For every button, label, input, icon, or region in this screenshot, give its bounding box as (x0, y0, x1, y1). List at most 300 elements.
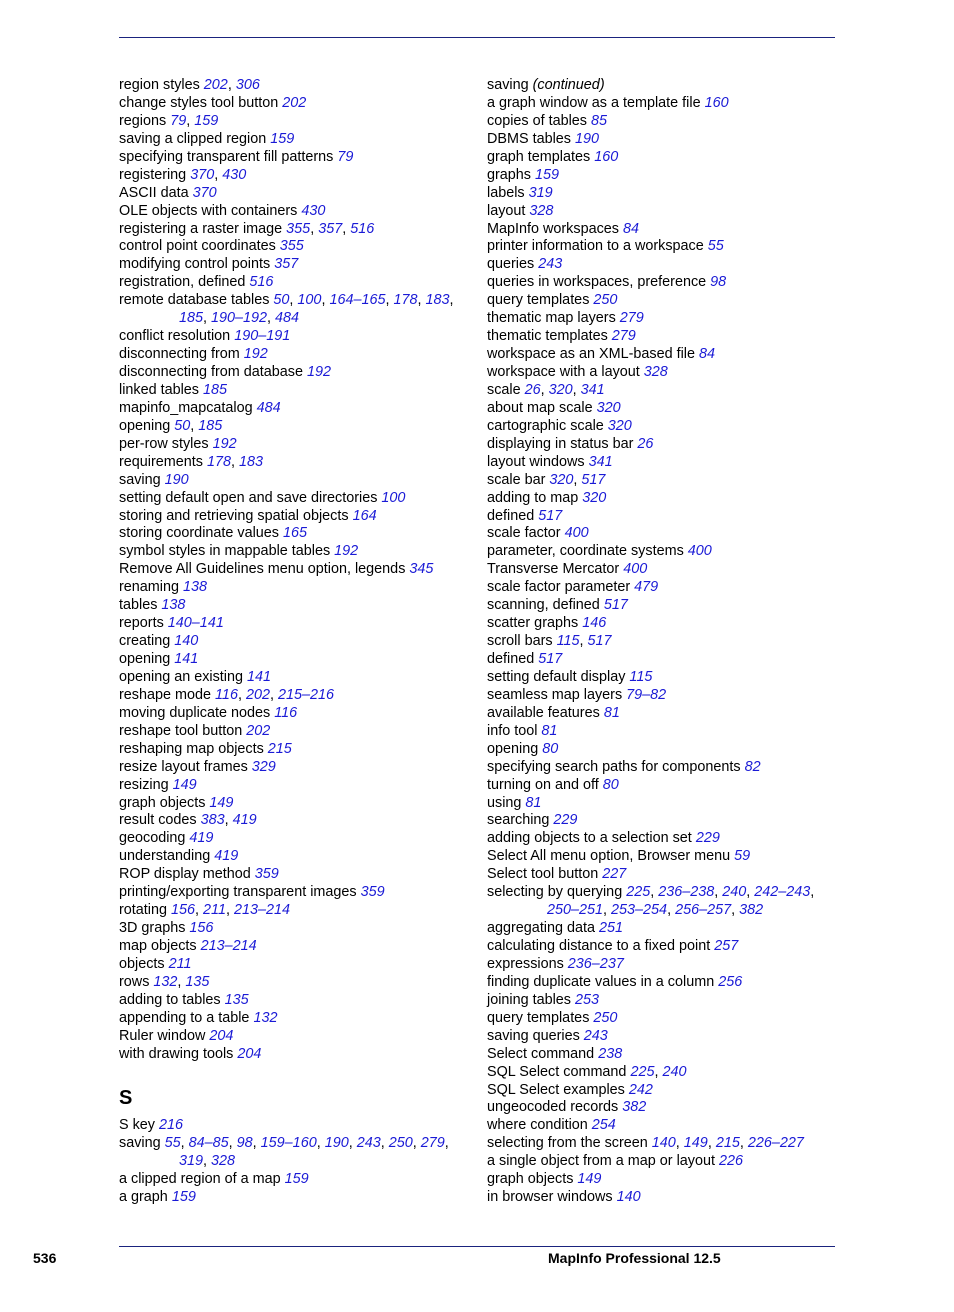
page-link[interactable]: 355 (286, 220, 311, 237)
index-entry (487, 1064, 847, 1082)
page-link[interactable]: 419 (214, 848, 239, 865)
page-link[interactable]: 225 (630, 1063, 655, 1080)
page-link[interactable]: 257 (714, 938, 739, 954)
separator: , (412, 1135, 421, 1152)
index-entry (119, 759, 479, 777)
index-entry (119, 167, 479, 185)
index-term: result codes (119, 812, 201, 829)
index-term: about map scale (487, 399, 597, 416)
page-link[interactable]: 250 (593, 292, 618, 309)
index-entry (119, 597, 479, 615)
page-link[interactable]: 140 (616, 1189, 641, 1206)
page-link[interactable]: 319 (179, 1153, 204, 1170)
page-link[interactable]: 98 (710, 274, 727, 291)
page-link[interactable]: 202 (203, 77, 228, 93)
page-link[interactable]: 215 (267, 740, 292, 757)
page-link[interactable]: 141 (247, 668, 272, 685)
index-term: remote database tables (119, 292, 274, 309)
page-link[interactable]: 135 (185, 973, 210, 990)
index-entry (119, 1010, 479, 1028)
index-entry (119, 615, 479, 633)
separator: , (650, 884, 659, 901)
page-link[interactable]: 156 (189, 920, 214, 937)
index-entry (119, 472, 479, 490)
page-link[interactable]: 100 (297, 292, 322, 309)
page-link[interactable]: 236–238 (658, 884, 715, 901)
index-entry (119, 974, 479, 992)
page-link[interactable]: 213–214 (233, 902, 290, 919)
page-link[interactable]: 213–214 (200, 938, 257, 954)
index-term: opening (119, 651, 175, 667)
footer-rule (119, 1246, 835, 1247)
page-link[interactable]: 211 (203, 902, 226, 919)
page-link[interactable]: 159 (284, 1171, 309, 1188)
page-link[interactable]: 345 (409, 561, 434, 578)
page-link[interactable]: 141 (174, 651, 199, 667)
page-link[interactable]: 84 (698, 346, 715, 363)
separator: , (231, 453, 239, 470)
page-link[interactable]: 279 (611, 328, 636, 345)
separator: , (228, 1135, 237, 1152)
index-entry (487, 651, 847, 669)
index-entry (487, 741, 847, 759)
page-link[interactable]: 517 (587, 633, 612, 650)
index-term: conflict resolution (119, 328, 235, 345)
index-term: OLE objects with containers (119, 202, 302, 219)
page-link[interactable]: 229 (695, 830, 720, 847)
page-link[interactable]: 138 (183, 579, 208, 596)
page-link[interactable]: 215 (715, 1135, 740, 1152)
index-entry (119, 992, 479, 1010)
page-link[interactable]: 243 (538, 256, 563, 273)
page-link[interactable]: 55 (164, 1135, 181, 1152)
page-link[interactable]: 238 (598, 1045, 623, 1062)
page-link[interactable]: 149 (172, 776, 197, 793)
index-term: moving duplicate nodes (119, 704, 275, 721)
index-term: symbol styles in mappable tables (119, 543, 335, 560)
index-term: cartographic scale (487, 417, 608, 434)
index-term: reports (119, 615, 168, 632)
page-link[interactable]: 320 (607, 417, 632, 434)
page-link[interactable]: 159 (535, 166, 560, 183)
page-link[interactable]: 383 (200, 812, 225, 829)
page-link[interactable]: 81 (525, 794, 542, 811)
page-link[interactable]: 236–237 (567, 955, 624, 972)
page-link[interactable]: 328 (529, 202, 554, 219)
page-link[interactable]: 98 (236, 1135, 253, 1152)
page-link[interactable]: 156 (171, 902, 196, 919)
page-link[interactable]: 192 (307, 364, 332, 380)
index-entry (487, 346, 847, 364)
page-link[interactable]: 430 (301, 202, 326, 219)
index-term: graph objects (119, 794, 210, 811)
page-link[interactable]: 329 (251, 758, 276, 775)
index-entry (487, 543, 847, 561)
page-link[interactable]: 400 (687, 543, 712, 560)
index-entry (119, 848, 479, 866)
page-link[interactable]: 479 (634, 579, 659, 596)
separator: , (252, 1135, 261, 1152)
index-entry (487, 884, 847, 902)
index-entry (119, 1046, 479, 1064)
index-term: saving a clipped region (119, 130, 271, 147)
page-link[interactable]: 320 (548, 381, 573, 398)
page-link[interactable]: 149 (683, 1135, 708, 1152)
page-link[interactable]: 80 (542, 740, 559, 757)
index-term: control point coordinates (119, 238, 280, 255)
index-entry (119, 203, 479, 221)
page-link[interactable]: 79 (337, 148, 354, 165)
index-term: displaying in status bar (487, 435, 638, 452)
index-entry (487, 400, 847, 418)
index-entry (119, 256, 479, 274)
page-link[interactable]: 306 (235, 77, 260, 93)
page-link[interactable]: 116 (215, 686, 238, 703)
page-link[interactable]: 185 (198, 417, 223, 434)
index-term: opening (119, 417, 175, 434)
index-term: a graph window as a template file (487, 94, 705, 111)
page-link[interactable]: 50 (174, 417, 191, 434)
page-link[interactable]: 484 (275, 310, 300, 327)
index-entry (119, 902, 479, 920)
page-link[interactable]: 250 (388, 1135, 413, 1152)
index-term: scale factor parameter (487, 579, 635, 596)
page-link[interactable]: 185 (179, 310, 204, 327)
page-link[interactable]: 160 (704, 94, 729, 111)
separator: , (195, 902, 204, 919)
page-link[interactable]: 250–251 (547, 902, 604, 919)
page-link[interactable]: 242 (628, 1081, 653, 1098)
index-column-left (119, 77, 479, 1207)
page-link[interactable]: 400 (623, 561, 648, 578)
index-entry (487, 203, 847, 221)
page-link[interactable]: 164 (352, 507, 377, 524)
page-link[interactable]: 202 (245, 686, 270, 703)
index-term: reshape tool button (119, 722, 247, 739)
page-link[interactable]: 55 (707, 238, 724, 255)
page-link[interactable]: 430 (222, 166, 247, 183)
index-term: adding to tables (119, 991, 225, 1008)
page-link[interactable]: 192 (243, 346, 268, 363)
index-entry (487, 848, 847, 866)
page-link[interactable]: 250 (593, 1009, 618, 1026)
index-entry (487, 669, 847, 687)
page-link[interactable]: 100 (381, 489, 406, 506)
separator: , (203, 1153, 212, 1170)
separator: , (227, 77, 236, 93)
index-term: expressions (487, 955, 568, 972)
section-gap (119, 1064, 479, 1082)
index-term: queries (487, 256, 539, 273)
index-entry (487, 238, 847, 256)
index-term: Transverse Mercator (487, 561, 624, 578)
page-link[interactable]: 256–257 (675, 902, 732, 919)
page-link[interactable]: 159–160 (260, 1135, 317, 1152)
index-entry (487, 759, 847, 777)
page-link[interactable]: 178 (393, 292, 418, 309)
index-entry (119, 812, 479, 830)
page-link[interactable]: 81 (541, 722, 558, 739)
index-entry (119, 418, 479, 436)
index-entry (487, 418, 847, 436)
index-entry (119, 1171, 479, 1189)
page-link[interactable]: 160 (594, 148, 619, 165)
page-link[interactable]: 80 (602, 776, 619, 793)
index-entry-continuation (119, 1153, 479, 1171)
index-term: with drawing tools (119, 1045, 238, 1062)
page-link[interactable]: 240 (662, 1063, 687, 1080)
page-link[interactable]: 81 (603, 704, 620, 721)
separator: , (603, 902, 612, 919)
index-entry (119, 292, 479, 310)
index-entry (119, 1028, 479, 1046)
page-link[interactable]: 359 (360, 884, 385, 901)
index-entry (487, 292, 847, 310)
index-entry (487, 1171, 847, 1189)
separator: , (654, 1063, 663, 1080)
page-link[interactable]: 240 (722, 884, 747, 901)
page-link[interactable]: 484 (256, 399, 281, 416)
page-link[interactable]: 115 (556, 633, 580, 650)
index-entry (119, 543, 479, 561)
index-term: available features (487, 704, 604, 721)
page-link[interactable]: 159 (270, 130, 295, 147)
index-entry (119, 777, 479, 795)
page-link[interactable]: 85 (591, 112, 608, 129)
page-link[interactable]: 178 (206, 453, 231, 470)
page-link[interactable]: 242–243 (754, 884, 811, 901)
page-link[interactable]: 320 (596, 399, 621, 416)
page-link[interactable]: 84 (622, 220, 639, 237)
page-link[interactable]: 319 (528, 184, 553, 201)
page-link[interactable]: 115 (629, 668, 653, 685)
page-link[interactable]: 204 (209, 1027, 234, 1044)
index-term: appending to a table (119, 1009, 254, 1026)
page-link[interactable]: 225 (626, 884, 651, 901)
page-link[interactable]: 204 (237, 1045, 262, 1062)
page-link[interactable]: 328 (211, 1153, 236, 1170)
index-term: opening an existing (119, 668, 248, 685)
page-link[interactable]: 140 (651, 1135, 676, 1152)
index-entry (119, 579, 479, 597)
page-link[interactable]: 159 (171, 1189, 196, 1206)
page-link[interactable]: 192 (212, 435, 237, 452)
page-link[interactable]: 50 (273, 292, 290, 309)
separator: , (225, 902, 234, 919)
separator: , (675, 1135, 684, 1152)
index-entry (487, 185, 847, 203)
page-link[interactable]: 165 (283, 525, 308, 542)
index-entry (487, 633, 847, 651)
index-term: storing and retrieving spatial objects (119, 507, 353, 524)
page-link[interactable]: 279 (420, 1135, 445, 1152)
page-link[interactable]: 183 (239, 453, 264, 470)
separator: , (342, 220, 351, 237)
page-link[interactable]: 359 (254, 866, 279, 883)
page-link[interactable]: 82 (744, 758, 761, 775)
index-entry (119, 866, 479, 884)
index-term: scale factor (487, 525, 565, 542)
page-link[interactable]: 215–216 (277, 686, 334, 703)
index-entry (487, 795, 847, 813)
page-link[interactable]: 79–82 (626, 686, 667, 703)
index-entry (119, 77, 479, 95)
page-link[interactable]: 243 (583, 1027, 608, 1044)
index-term: adding to map (487, 489, 583, 506)
index-term: scroll bars (487, 633, 557, 650)
index-term: adding objects to a selection set (487, 830, 696, 847)
page-link[interactable]: 226 (718, 1153, 743, 1170)
index-entry (487, 508, 847, 526)
index-term: searching (487, 812, 554, 829)
index-term: query templates (487, 292, 594, 309)
page-link[interactable]: 517 (538, 507, 563, 524)
index-entry (487, 956, 847, 974)
page-link[interactable]: 419 (232, 812, 257, 829)
page-link[interactable]: 320 (549, 471, 574, 488)
index-term: registration, defined (119, 274, 250, 291)
page-link[interactable]: 149 (577, 1171, 602, 1188)
page-link[interactable]: 146 (582, 615, 607, 632)
index-term: scale bar (487, 471, 550, 488)
index-entry (119, 346, 479, 364)
page-link[interactable]: 279 (619, 310, 644, 327)
page-link[interactable]: 149 (209, 794, 234, 811)
page-link[interactable]: 116 (274, 704, 298, 721)
page-link[interactable]: 26 (637, 435, 654, 452)
page-link[interactable]: 84–85 (188, 1135, 229, 1152)
page-link[interactable]: 517 (538, 651, 563, 667)
index-term: resizing (119, 776, 173, 793)
index-term: 3D graphs (119, 920, 190, 937)
index-term: renaming (119, 579, 183, 596)
separator: , (214, 166, 223, 183)
index-entry (119, 221, 479, 239)
page-link[interactable]: 355 (279, 238, 304, 255)
index-entry (487, 221, 847, 239)
page-link[interactable]: 59 (734, 848, 751, 865)
index-entry (119, 1189, 479, 1207)
page-link[interactable]: 516 (350, 220, 375, 237)
page-link[interactable]: 190 (574, 130, 599, 147)
page-link[interactable]: 190 (324, 1135, 349, 1152)
page-link[interactable]: 216 (159, 1117, 184, 1134)
page-link[interactable]: 400 (564, 525, 589, 542)
page-link[interactable]: 211 (168, 955, 192, 972)
index-term: resize layout frames (119, 758, 252, 775)
separator: , (810, 884, 815, 901)
index-term: requirements (119, 453, 207, 470)
page-link[interactable]: 254 (591, 1117, 616, 1134)
index-entry (487, 131, 847, 149)
separator: , (449, 292, 454, 309)
index-entry (119, 113, 479, 131)
page-link[interactable]: 357 (274, 256, 299, 273)
index-entry (487, 364, 847, 382)
page-link[interactable]: 202 (282, 94, 307, 111)
page-link[interactable]: 138 (161, 597, 186, 614)
page-link[interactable]: 382 (739, 902, 764, 919)
index-entry (487, 1099, 847, 1117)
index-entry-continuation (119, 310, 479, 328)
page-link[interactable]: 140 (174, 633, 199, 650)
page-link[interactable]: 382 (622, 1099, 647, 1116)
page-link[interactable]: 357 (318, 220, 343, 237)
page-link[interactable]: 190 (164, 471, 189, 488)
page-link[interactable]: 135 (224, 991, 249, 1008)
index-entry (487, 472, 847, 490)
separator: , (180, 1135, 189, 1152)
index-term: queries in workspaces, preference (487, 274, 711, 291)
page-link[interactable]: 370 (190, 166, 215, 183)
page-link[interactable]: 159 (194, 112, 219, 129)
page-link[interactable]: 26 (524, 381, 541, 398)
page-link[interactable]: 227 (602, 866, 627, 883)
index-entry (487, 1153, 847, 1171)
index-term: registering (119, 166, 191, 183)
separator: , (667, 902, 676, 919)
separator: , (417, 292, 426, 309)
page-link[interactable]: 243 (356, 1135, 381, 1152)
page-link[interactable]: 229 (553, 812, 578, 829)
index-entry (487, 149, 847, 167)
page-link[interactable]: 140–141 (167, 615, 224, 632)
page-link[interactable]: 320 (582, 489, 607, 506)
separator: , (573, 471, 582, 488)
footer-product-title: MapInfo Professional 12.5 (548, 1250, 721, 1266)
page-link[interactable]: 185 (203, 381, 228, 398)
page-link[interactable]: 253–254 (611, 902, 668, 919)
page-link[interactable]: 256 (718, 973, 743, 990)
page-link[interactable]: 251 (599, 920, 624, 937)
page-link[interactable]: 517 (581, 471, 606, 488)
page-link[interactable]: 370 (192, 184, 217, 201)
page-link[interactable]: 516 (249, 274, 274, 291)
page-link[interactable]: 341 (588, 453, 613, 470)
index-entry (487, 705, 847, 723)
separator: , (739, 1135, 748, 1152)
index-term: a clipped region of a map (119, 1171, 285, 1188)
index-entry (119, 364, 479, 382)
page-link[interactable]: 226–227 (747, 1135, 804, 1152)
page-link[interactable]: 328 (643, 364, 668, 380)
index-term: printer information to a workspace (487, 238, 708, 255)
index-entry (119, 633, 479, 651)
index-column-right (487, 77, 847, 1207)
index-entry (487, 77, 847, 95)
page-link[interactable]: 79 (170, 112, 187, 129)
index-entry (119, 795, 479, 813)
page-link[interactable]: 190–192 (211, 310, 268, 327)
page-link[interactable]: 419 (189, 830, 214, 847)
index-term: creating (119, 633, 175, 650)
index-entry (487, 597, 847, 615)
page-link[interactable]: 253 (575, 991, 600, 1008)
index-term: understanding (119, 848, 215, 865)
page-link[interactable]: 192 (334, 543, 359, 560)
page-link[interactable]: 341 (580, 381, 605, 398)
header-rule (119, 37, 835, 38)
page-link[interactable]: 517 (603, 597, 628, 614)
page-link[interactable]: 190–191 (234, 328, 291, 345)
page-link[interactable]: 132 (153, 973, 178, 990)
page-link[interactable]: 183 (425, 292, 450, 309)
page-link[interactable]: 132 (253, 1009, 278, 1026)
page-link[interactable]: 164–165 (329, 292, 386, 309)
index-entry (119, 651, 479, 669)
index-entry (119, 131, 479, 149)
page-link[interactable]: 202 (246, 722, 271, 739)
